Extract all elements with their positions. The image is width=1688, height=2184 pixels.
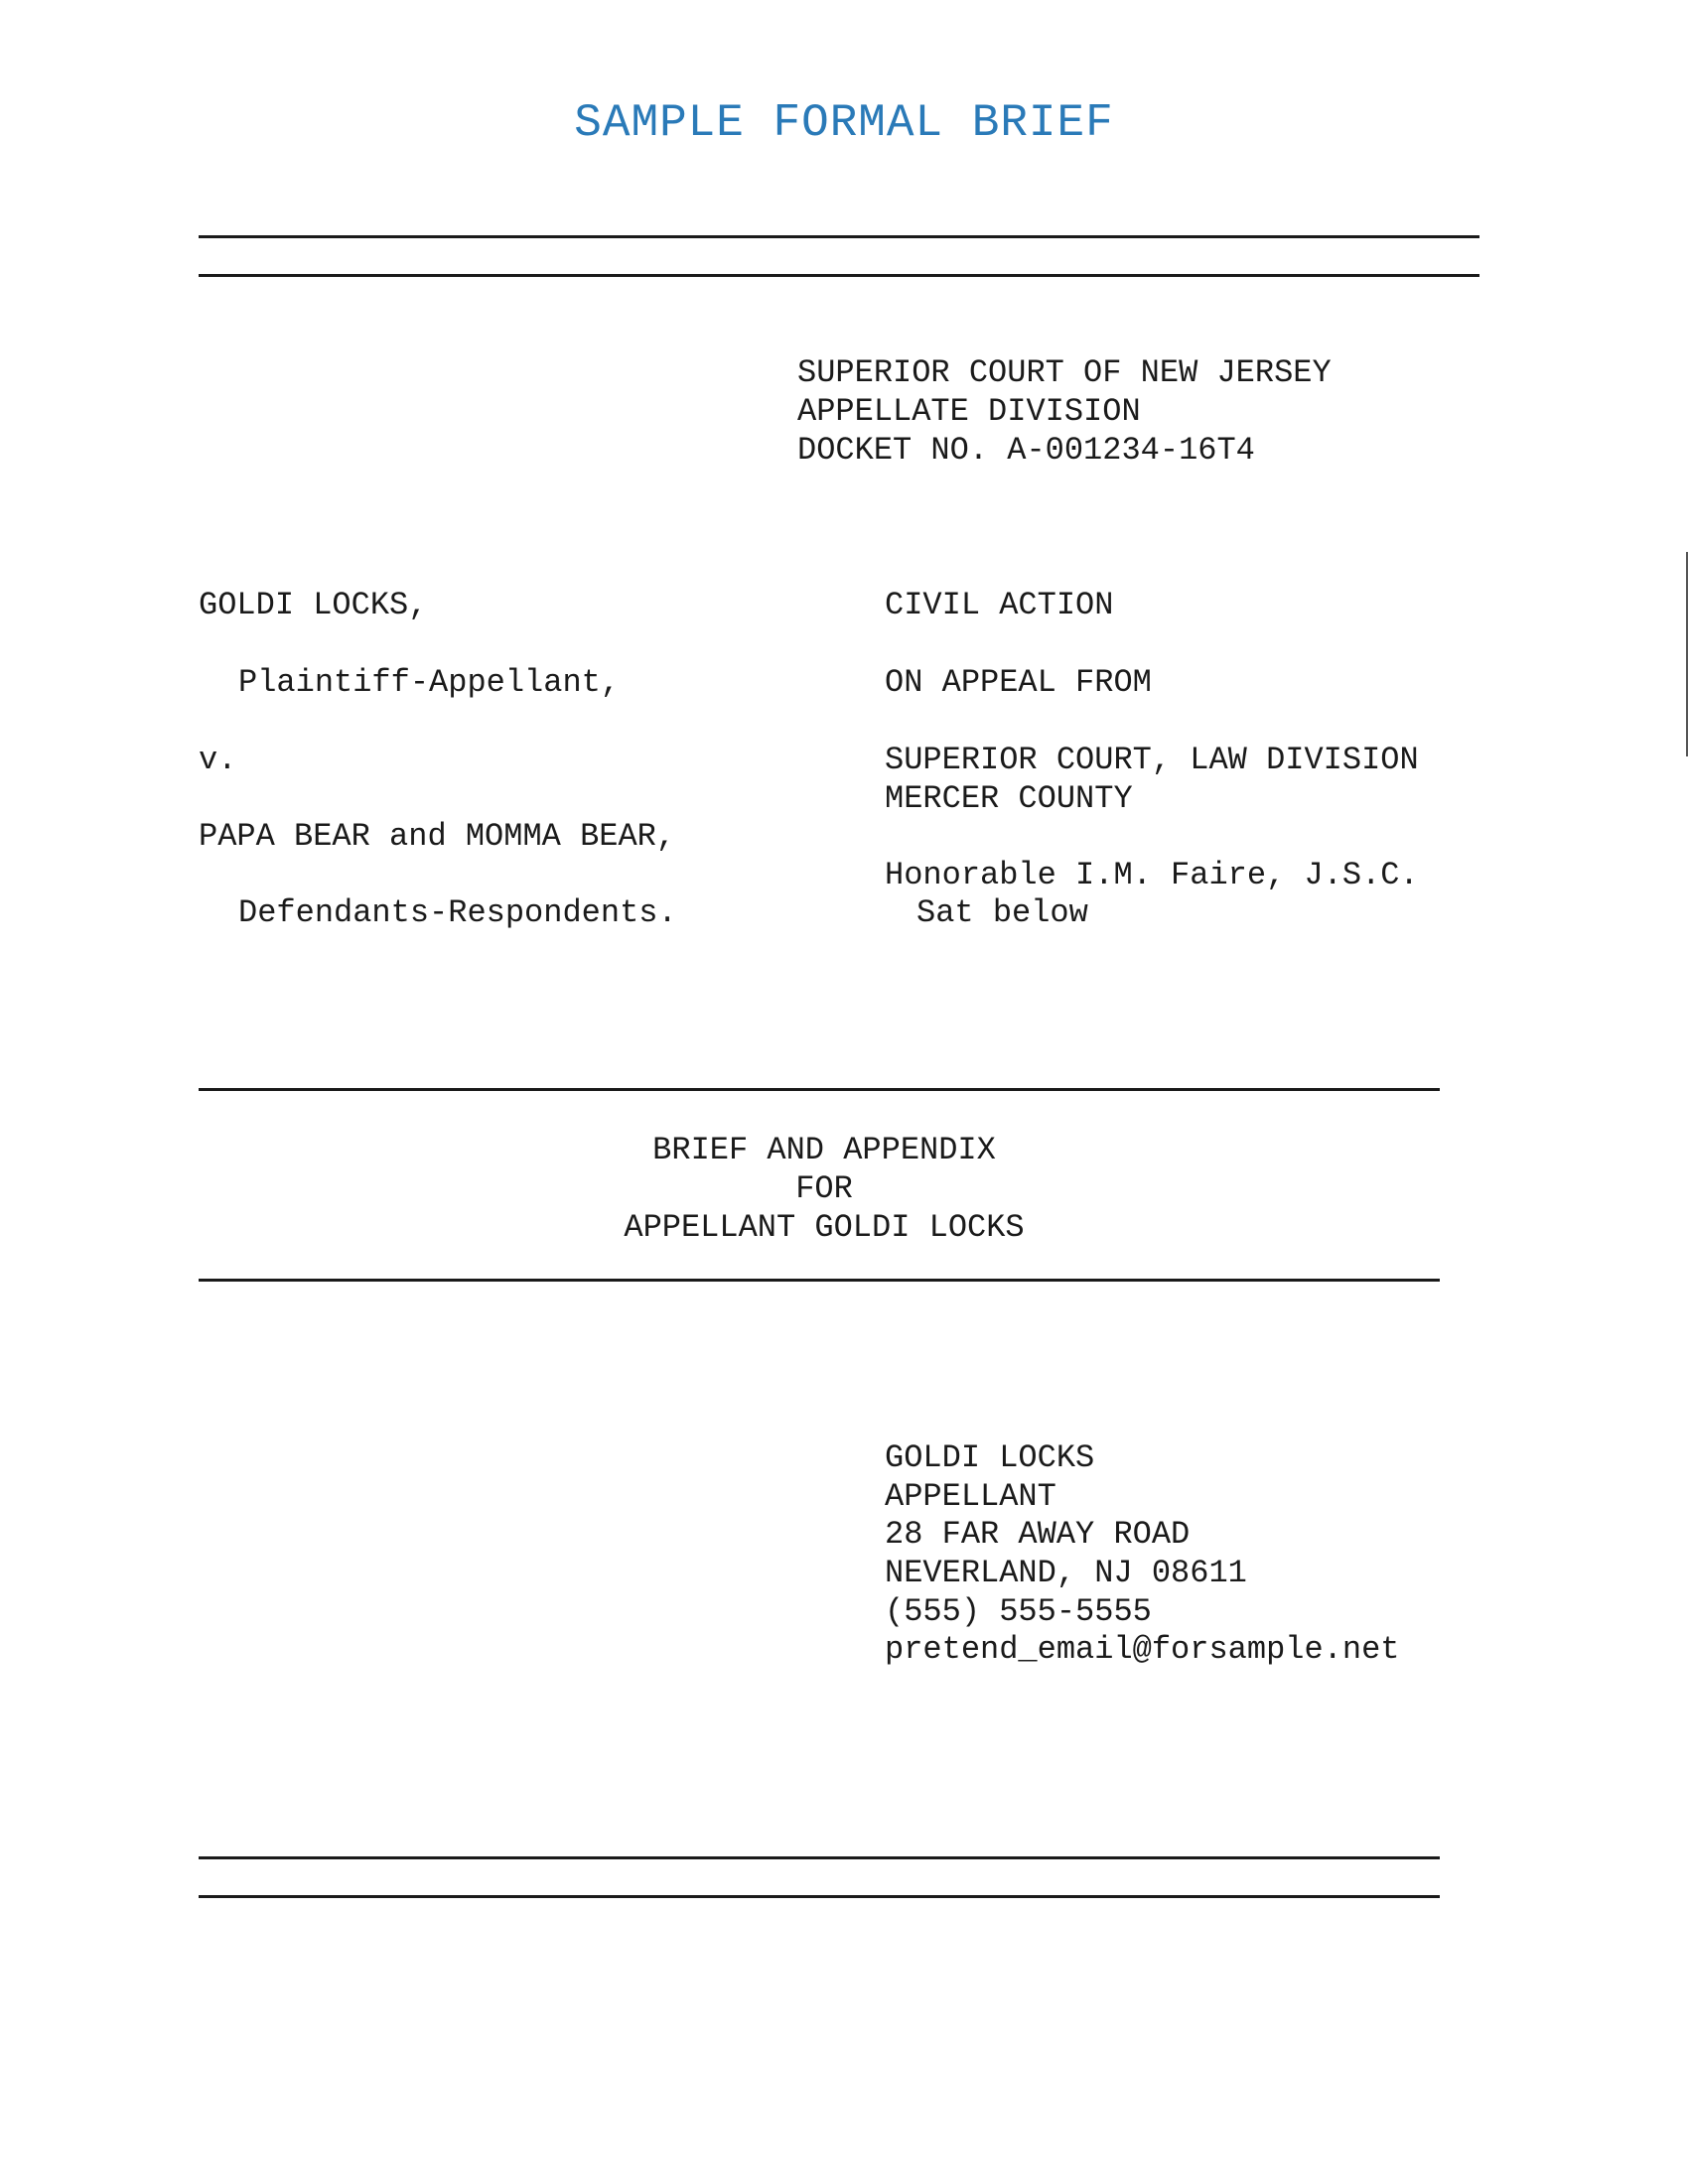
court-name: SUPERIOR COURT OF NEW JERSEY [797, 354, 1332, 391]
defendants-role: Defendants-Respondents. [238, 894, 677, 931]
bottom-rule-1 [199, 1856, 1440, 1859]
contact-address-1: 28 FAR AWAY ROAD [885, 1516, 1191, 1553]
docket-number: DOCKET NO. A-001234-16T4 [797, 432, 1255, 469]
brief-title-line-1: BRIEF AND APPENDIX [652, 1132, 996, 1168]
defendants-name: PAPA BEAR and MOMMA BEAR, [199, 818, 676, 855]
contact-name: GOLDI LOCKS [885, 1439, 1095, 1476]
plaintiff-role: Plaintiff-Appellant, [238, 664, 621, 701]
contact-role: APPELLANT [885, 1478, 1056, 1515]
judge-name: Honorable I.M. Faire, J.S.C. [885, 857, 1419, 893]
action-type: CIVIL ACTION [885, 587, 1114, 623]
judge-note: Sat below [916, 894, 1088, 931]
plaintiff-name: GOLDI LOCKS, [199, 587, 428, 623]
lower-court: SUPERIOR COURT, LAW DIVISION [885, 742, 1419, 778]
brief-title-line-2: FOR [795, 1170, 853, 1207]
top-rule-2 [199, 274, 1479, 277]
appeal-label: ON APPEAL FROM [885, 664, 1152, 701]
bottom-rule-2 [199, 1895, 1440, 1898]
lower-court-county: MERCER COUNTY [885, 780, 1133, 817]
contact-address-2: NEVERLAND, NJ 08611 [885, 1555, 1247, 1591]
contact-phone: (555) 555-5555 [885, 1593, 1152, 1630]
top-rule-1 [199, 235, 1479, 238]
brief-title-bottom-rule [199, 1279, 1440, 1282]
contact-email: pretend_email@forsample.net [885, 1631, 1400, 1668]
versus: v. [199, 742, 237, 778]
brief-title-line-3: APPELLANT GOLDI LOCKS [624, 1209, 1025, 1246]
page-title: SAMPLE FORMAL BRIEF [574, 97, 1114, 149]
court-division: APPELLATE DIVISION [797, 393, 1141, 430]
brief-title-top-rule [199, 1088, 1440, 1091]
